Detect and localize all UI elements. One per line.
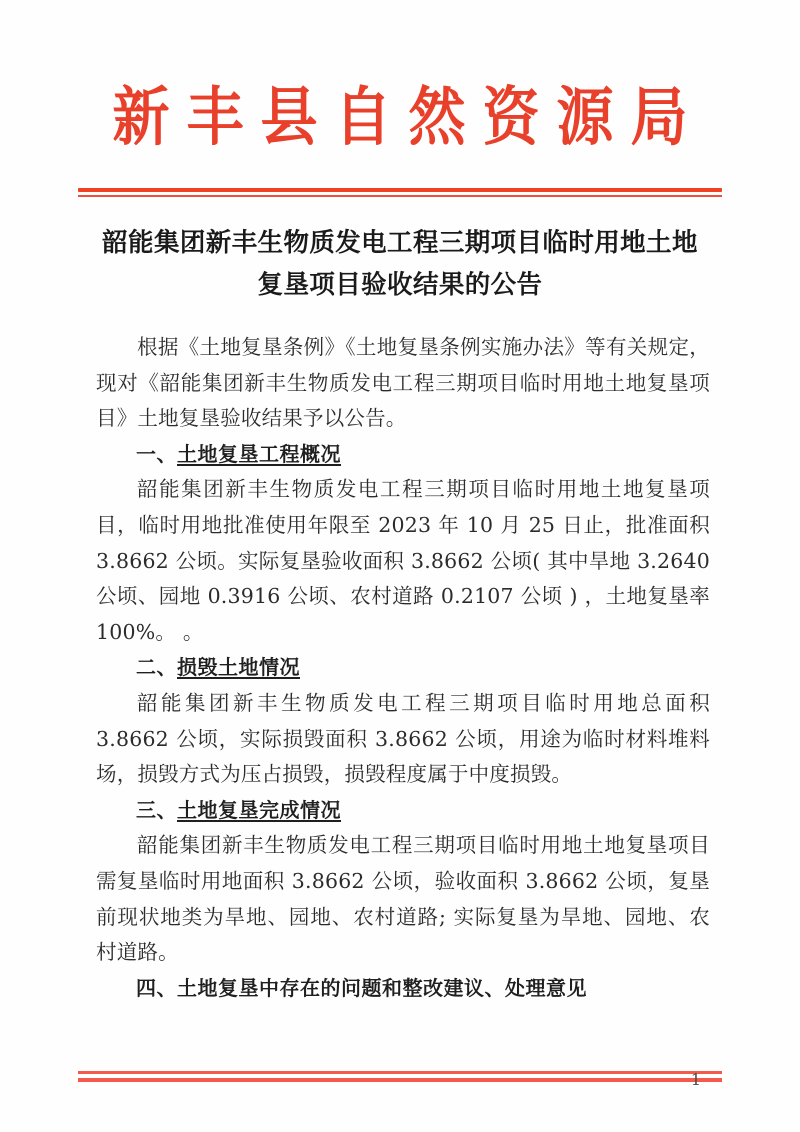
section-title-4: 土地复垦中存在的问题和整改建议、处理意见 xyxy=(177,975,587,1000)
section-title-3: 土地复垦完成情况 xyxy=(177,797,341,822)
footer-divider xyxy=(78,1071,722,1082)
document-body xyxy=(96,330,710,1006)
section-paragraph-2: 韶能集团新丰生物质发电工程三期项目临时用地总面积 3.8662 公顷，实际损毁面积 3.8662 公顷，用途为临时材料堆料场，损毁方式为压占损毁，损毁程度属于中度损毁。 xyxy=(96,690,710,787)
header-rule-thick xyxy=(78,188,722,192)
document-title: 韶能集团新丰生物质发电工程三期项目临时用地土地复垦项目验收结果的公告 xyxy=(102,228,698,300)
section-heading-3 xyxy=(96,793,710,829)
section-heading-2 xyxy=(96,650,710,686)
issuing-authority-title: 新丰县自然资源局 xyxy=(112,79,705,155)
letterhead xyxy=(0,79,800,155)
section-number-2: 二、 xyxy=(136,655,177,680)
section-title-1: 土地复垦工程概况 xyxy=(177,441,341,466)
header-divider xyxy=(78,188,722,197)
page-number: 1 xyxy=(690,1070,702,1089)
footer-rule-thin xyxy=(78,1071,722,1074)
section-paragraph-3: 韶能集团新丰生物质发电工程三期项目临时用地土地复垦项目需复垦临时用地面积 3.8662 公顷，验收面积 3.8662 公顷，复垦前现状地类为旱地、园地、农村道路; 实际复垦为旱地、园地、农村道路。 xyxy=(96,833,710,965)
section-paragraph-1: 韶能集团新丰生物质发电工程三期项目临时用地土地复垦项目，临时用地批准使用年限至 2023 年 10 月 25 日止，批准面积 3.8662 公顷。实际复垦验收面积 3.8662 公顷( 其中旱地 3.2640 公顷、园地 0.3916 公顷、农村道路 0.2107 公顷 ) ，土地复垦率 100%。 。 xyxy=(96,477,710,644)
section-title-2: 损毁土地情况 xyxy=(177,655,300,680)
section-heading-4 xyxy=(96,971,710,1007)
intro-paragraph: 根据《土地复垦条例》《土地复垦条例实施办法》等有关规定，现对《韶能集团新丰生物质发电工程三期项目临时用地土地复垦项目》土地复垦验收结果予以公告。 xyxy=(96,335,710,431)
section-number-1: 一、 xyxy=(136,441,177,466)
section-number-3: 三、 xyxy=(136,797,177,822)
header-rule-thin xyxy=(78,195,722,197)
footer-rule-thick xyxy=(78,1078,722,1082)
section-heading-1 xyxy=(96,437,710,473)
section-number-4: 四、 xyxy=(136,975,177,1000)
